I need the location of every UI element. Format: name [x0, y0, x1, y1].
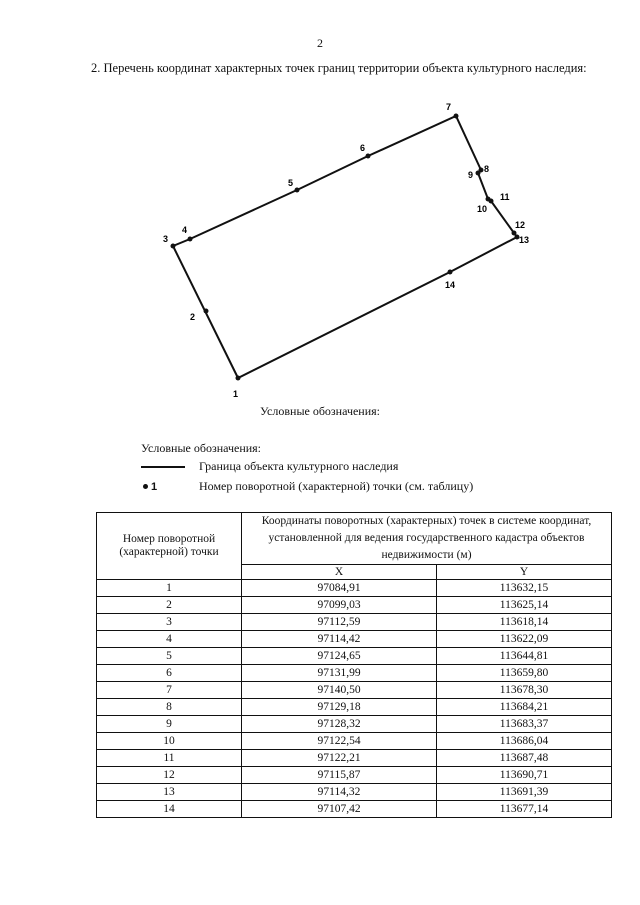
- point-dot-icon: [143, 484, 148, 489]
- cell-y: 113618,14: [437, 614, 612, 631]
- boundary-polygon: [173, 116, 517, 378]
- table-row: [97, 580, 612, 597]
- cell-point-number: 5: [97, 648, 242, 665]
- section-heading: 2. Перечень координат характерных точек границ территории объекта культурного наследия:: [91, 61, 587, 75]
- legend-title: Условные обозначения:: [141, 441, 262, 455]
- header-y: Y: [437, 565, 612, 580]
- cell-y: 113690,71: [437, 767, 612, 784]
- point-label: 3: [163, 234, 169, 244]
- point-label: 10: [477, 204, 488, 214]
- point-label: 14: [445, 280, 456, 290]
- legend-caption: Условные обозначения:: [259, 404, 381, 418]
- point-marker-9: [476, 171, 481, 176]
- point-sample-number: 1: [151, 480, 158, 493]
- cell-y: 113625,14: [437, 597, 612, 614]
- cell-x: 97107,42: [242, 801, 437, 818]
- cell-point-number: 6: [97, 665, 242, 682]
- table-row: [97, 767, 612, 784]
- cell-point-number: 2: [97, 597, 242, 614]
- table-row: [97, 750, 612, 767]
- table-row: [97, 665, 612, 682]
- point-marker-6: [366, 154, 371, 159]
- table-row: [97, 614, 612, 631]
- point-label: 11: [500, 192, 510, 202]
- point-symbol: [141, 481, 185, 493]
- cell-x: 97099,03: [242, 597, 437, 614]
- point-label: 8: [484, 164, 490, 174]
- cell-point-number: 13: [97, 784, 242, 801]
- point-marker-5: [295, 188, 300, 193]
- cell-x: 97112,59: [242, 614, 437, 631]
- cell-y: 113691,39: [437, 784, 612, 801]
- boundary-plan: [0, 0, 640, 400]
- point-marker-14: [448, 270, 453, 275]
- point-label: 6: [360, 143, 366, 153]
- legend-line-label: Граница объекта культурного наследия: [199, 459, 399, 473]
- point-label: 9: [468, 170, 474, 180]
- table-row: [97, 784, 612, 801]
- legend-point-entry: [141, 479, 473, 494]
- cell-y: 113684,21: [437, 699, 612, 716]
- cell-point-number: 12: [97, 767, 242, 784]
- cell-x: 97124,65: [242, 648, 437, 665]
- cell-y: 113683,37: [437, 716, 612, 733]
- table-row: [97, 699, 612, 716]
- cell-point-number: 8: [97, 699, 242, 716]
- cell-x: 97129,18: [242, 699, 437, 716]
- point-marker-12: [512, 231, 517, 236]
- cell-x: 97122,54: [242, 733, 437, 750]
- cell-y: 113632,15: [437, 580, 612, 597]
- point-marker-4: [188, 237, 193, 242]
- table-row: [97, 631, 612, 648]
- point-marker-2: [204, 309, 209, 314]
- legend-point-label: Номер поворотной (характерной) точки (см. таблицу): [199, 479, 474, 493]
- legend-line-entry: [141, 459, 398, 474]
- point-label: 5: [288, 178, 294, 188]
- cell-x: 97122,21: [242, 750, 437, 767]
- cell-x: 97128,32: [242, 716, 437, 733]
- cell-y: 113659,80: [437, 665, 612, 682]
- cell-y: 113622,09: [437, 631, 612, 648]
- header-coordinates: Координаты поворотных (характерных) точек в системе координат, установленной для ведения государственного кадастра объектов недвижимости (м): [242, 513, 612, 565]
- table-row: [97, 801, 612, 818]
- point-label: 2: [190, 312, 196, 322]
- cell-point-number: 7: [97, 682, 242, 699]
- page-number: 2: [317, 36, 323, 50]
- cell-point-number: 14: [97, 801, 242, 818]
- cell-point-number: 10: [97, 733, 242, 750]
- cell-y: 113644,81: [437, 648, 612, 665]
- point-label: 1: [233, 389, 239, 399]
- cell-point-number: 4: [97, 631, 242, 648]
- cell-y: 113687,48: [437, 750, 612, 767]
- point-marker-1: [236, 376, 241, 381]
- table-row: [97, 682, 612, 699]
- cell-point-number: 3: [97, 614, 242, 631]
- point-label: 4: [182, 225, 188, 235]
- point-label: 12: [515, 220, 526, 230]
- point-marker-3: [171, 244, 176, 249]
- table-row: [97, 648, 612, 665]
- cell-point-number: 11: [97, 750, 242, 767]
- cell-y: 113678,30: [437, 682, 612, 699]
- cell-x: 97114,42: [242, 631, 437, 648]
- cell-x: 97115,87: [242, 767, 437, 784]
- header-x: X: [242, 565, 437, 580]
- coordinates-table: [96, 512, 612, 818]
- point-label: 13: [519, 235, 530, 245]
- cell-x: 97140,50: [242, 682, 437, 699]
- cell-y: 113686,04: [437, 733, 612, 750]
- cell-y: 113677,14: [437, 801, 612, 818]
- boundary-line-symbol: [141, 466, 185, 468]
- table-row: [97, 597, 612, 614]
- cell-point-number: 1: [97, 580, 242, 597]
- point-marker-11: [489, 199, 494, 204]
- point-marker-7: [454, 114, 459, 119]
- table-row: [97, 716, 612, 733]
- table-row: [97, 733, 612, 750]
- cell-x: 97114,32: [242, 784, 437, 801]
- cell-point-number: 9: [97, 716, 242, 733]
- point-label: 7: [446, 102, 452, 112]
- cell-x: 97131,99: [242, 665, 437, 682]
- header-point-number: Номер поворотной (характерной) точки: [97, 513, 242, 580]
- cell-x: 97084,91: [242, 580, 437, 597]
